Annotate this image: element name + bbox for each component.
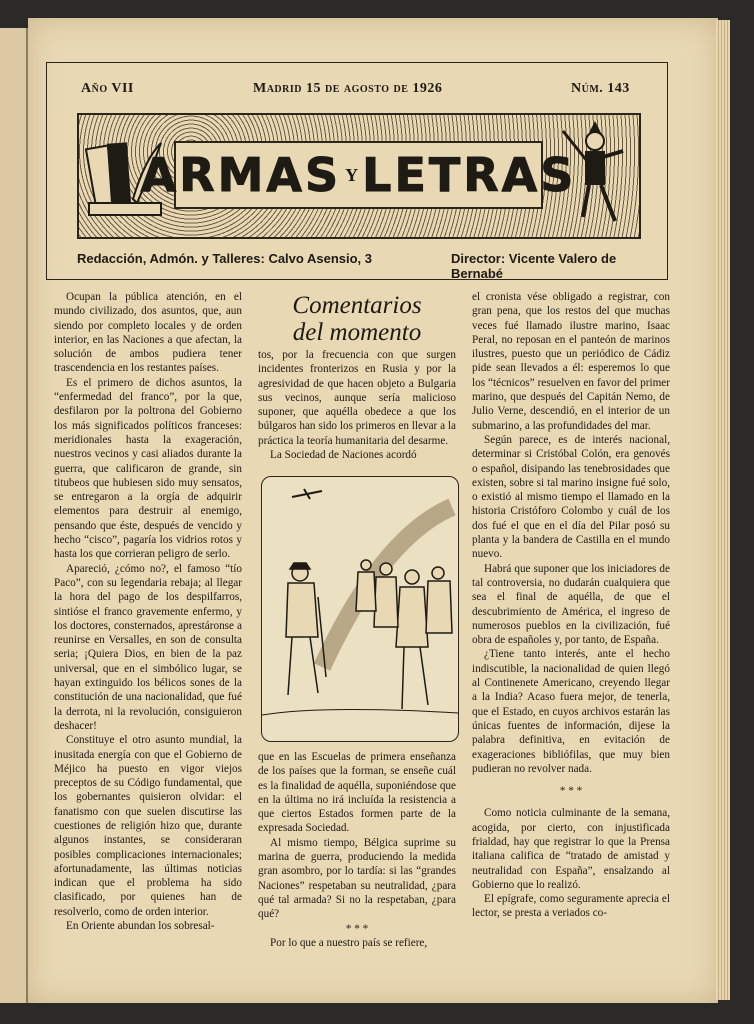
- paragraph: Apareció, ¿cómo no?, el famoso “tío Paco”, con su legendaria rebaja; al llegar la hora del pago de los despilfarros, sintióse el franco gravemente enfermo, y los doctores, consternados, aprestáronse a reunirse en Versalles, en son de consulta seria; ¡Quiera Dios, en bien de la paz universal, que en el simbólico lugar, se hayan extinguido los bélicos sones de la constitución de una nacionalidad, que fué la derrota, ni la revolución, consiguieron deshacer!: [54, 562, 242, 732]
- paragraph: Ocupan la pública atención, en el mundo civilizado, dos asuntos, que, aun siendo por completo locales y de orden interior, en las Naciones a que afectan, la solución de ambos pudiera tener trascendencia en los restantes países.: [54, 291, 242, 375]
- paragraph: Habrá que suponer que los iniciadores de tal controversia, no dudarán cualquiera que sea el final de aquélla, de que el descubrimiento de América, el ingreso de numerosos pueblos en la civilización, fué obra de españoles y, por tanto, de España.: [472, 562, 670, 647]
- paragraph: tos, por la frecuencia con que surgen incidentes fronterizos en Rusia y por la agresividad de que hacen objeto a Bulgaria sus vecinos, aunque sería malicioso suponer, que aquélla obedece a que los búlgaros han sido los primeros en llevar a la práctica la teoría humanitaria del desarme.: [258, 349, 456, 447]
- column-2-top: [258, 348, 456, 462]
- title-armas: ARMAS: [140, 148, 342, 202]
- section-separator: * * *: [559, 785, 583, 798]
- column-1: [54, 290, 242, 933]
- section-title-line-1: Comentarios: [292, 292, 422, 319]
- soldier-figure-icon: [553, 121, 633, 231]
- issue-number: Núm. 143: [571, 81, 630, 96]
- paragraph: Es el primero de dichos asuntos, la “enfermedad del franco”, por la que, desfilaron por la poltrona del Gobierno los más significados políticos franceses: meridionales hasta la exageración, nuestros vecinos y casi aliados durante la guerra, que calificaron de grande, sin titubeos que hubiesen sido muy sensatos, se entregaron a la orgía de adquirir elementos para destruir al enemigo, pensando que éste, después de vencido y hecho “cisco”, pagaría los vidrios rotos y hasta los que corrieran peligro de serlo.: [54, 376, 242, 561]
- paragraph: La Sociedad de Naciones acordó: [270, 449, 417, 462]
- paragraph: En Oriente abundan los sobresal-: [66, 920, 215, 933]
- paragraph: Por lo que a nuestro país se refiere,: [270, 936, 428, 949]
- title-y: Y: [345, 164, 359, 185]
- paragraph: ¿Tiene tanto interés, ante el hecho indiscutible, la nacionalidad de quien llegó al Continenete Americano, creyendo llegar a la India? Acaso fuera mejor, de tenerla, que el Estado, en cuyos archivos estarán las únicas fuentes de información, dijese la palabra definitiva, en evitación de exageraciones bibliófilas, que muy bien pudieran no revolver nada.: [472, 648, 670, 775]
- paragraph: Como noticia culminante de la semana, acogida, por cierto, con injustificada frialdad, hay que registrar lo que la Prensa italiana califica de “tratado de amistad y neutralidad con España”, ensalzando al Gobierno que lo realizó.: [472, 807, 670, 891]
- section-separator: * * *: [345, 922, 369, 935]
- issue-year: Año VII: [81, 81, 134, 96]
- illustration-marching-soldiers: [261, 476, 459, 742]
- page-stack-edge: [716, 20, 730, 1000]
- paragraph: Constituye el otro asunto mundial, la inusitada energía con que el Gobierno de Méjico ha puesto en vigor viejos preceptos de su Código fundamental, que los gobernantes quisieron olvidar: el fanatismo con que suelen discutirse las cuestiones de religión hizo que, durante algunos instantes, se consideraran posibles complicaciones internacionales; afortunadamente, las últimas noticias indican que el problema ha sido clasificado, por quienes han de resolverlo, como de orden interior.: [54, 734, 242, 918]
- airplane-icon: [292, 489, 322, 499]
- paragraph: El epígrafe, como seguramente aprecia el lector, se presta a veriados co-: [472, 893, 670, 920]
- column-3: [472, 290, 670, 921]
- section-title: [262, 292, 452, 346]
- column-2-bottom: [258, 750, 456, 950]
- section-title-line-2: del momento: [292, 319, 422, 346]
- title-plate: [140, 141, 577, 209]
- title-letras: LETRAS: [362, 148, 577, 202]
- paragraph: Al mismo tiempo, Bélgica suprime su marina de guerra, produciendo la medida gran asombro, por lo tardía: si las “grandes Naciones” respetaban su neutralidad, ¿para qué tal armada? Si no la respetaban, ¿para qué?: [258, 836, 456, 921]
- director-line: Director: Vicente Valero de Bernabé: [451, 251, 617, 281]
- address-line: Redacción, Admón. y Talleres: Calvo Asensio, 3: [77, 251, 372, 266]
- paragraph: el cronista vése obligado a registrar, con gran pena, que los restos del que muchas veces fué llamado ilustre marino, Isaac Peral, no reposan en el panteón de marinos ilustres, puesto que un periódico de Cádiz pide sean llevados a él: esperemos lo que los “técnicos” resuelven en favor del primer marino, que después del Capitán Nemo, de Julio Verne, descendió, en el interior de un submarino, a las profundidades del mar.: [472, 291, 670, 432]
- masthead: [46, 62, 668, 280]
- soldiers-drawing: [262, 477, 458, 741]
- title-banner: [77, 113, 641, 239]
- paragraph: Según parece, es de interés nacional, determinar si Cristóbal Colón, era genovés o español, disipando las tenebrosidades que existen, sobre si tal marino insigne fué solo, o existió al mismo tiempo el llamado en la historia Cristóforo Colombo y cuál de los dos fué el que en el día del Pilar posó su planta y la bandera de Castilla en el mundo nuevo.: [472, 433, 670, 561]
- paragraph: que en las Escuelas de primera enseñanza de los países que la forman, se enseñe cuál es la finalidad de aquélla, suponiéndose que en la última no irá incluída la resistencia a que ciertos Estados formen parte de la expresada Sociedad.: [258, 751, 456, 835]
- facing-page-edge: [0, 28, 28, 1003]
- issue-date: Madrid 15 de agosto de 1926: [253, 81, 443, 96]
